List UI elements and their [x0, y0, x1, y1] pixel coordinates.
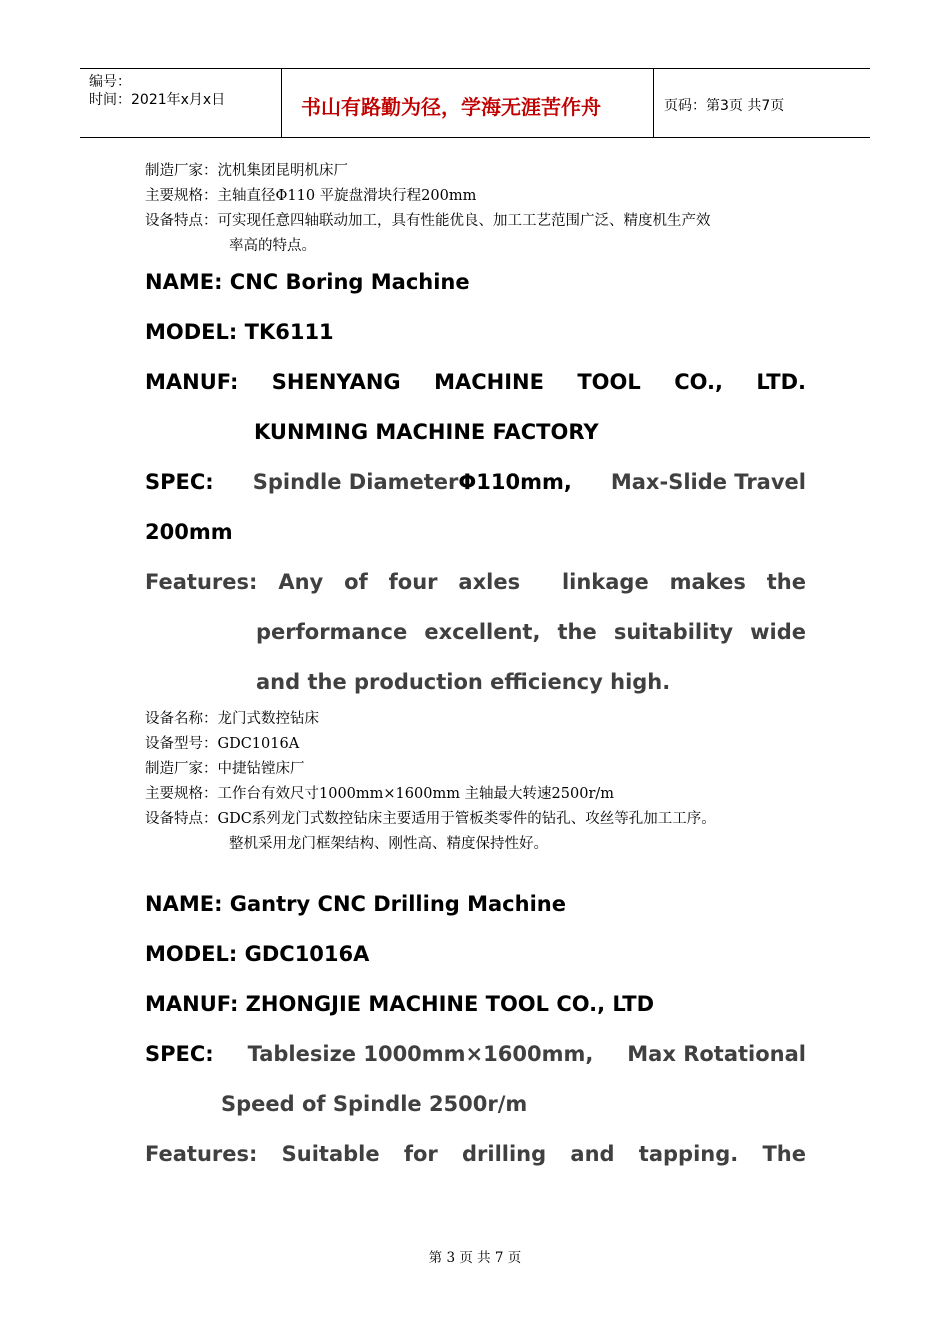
s1-en-name: NAME: CNC Boring Machine — [145, 270, 470, 294]
s1-en-manuf-word: TOOL — [577, 370, 641, 394]
header-page-number: 页码：第3页 共7页 — [664, 98, 785, 114]
s1-en-spec-line2: 200mm — [145, 520, 233, 544]
s1-en-spec-part2: Φ110mm, — [458, 470, 572, 494]
s1-en-features-line1: Features: Any of four axles linkage makes the — [145, 570, 806, 594]
s1-cn-features-line2: 率高的特点。 — [229, 238, 316, 254]
s2-cn-features-line1: 设备特点：GDC系列龙门式数控钻床主要适用于管板类零件的钻孔、攻丝等孔加工工序。 — [145, 811, 716, 827]
s1-en-features-line3: and the production efficiency high. — [256, 670, 671, 694]
s2-en-manufacturer: MANUF: ZHONGJIE MACHINE TOOL CO., LTD — [145, 992, 655, 1016]
header-motto-cell — [281, 69, 654, 137]
s2-en-spec-part1: Tablesize 1000mm×1600mm, — [247, 1042, 594, 1066]
s1-cn-spec: 主要规格：主轴直径Φ110 平旋盘滑块行程200mm — [145, 188, 477, 204]
s1-en-manuf-word: LTD. — [756, 370, 806, 394]
document-date-label: 时间：2021年x月x日 — [89, 92, 226, 108]
s2-cn-name: 设备名称：龙门式数控钻床 — [145, 711, 319, 727]
s2-en-spec-line2: Speed of Spindle 2500r/m — [221, 1092, 528, 1116]
s1-en-spec-part1: Spindle Diameter — [252, 470, 459, 494]
s1-en-model: MODEL: TK6111 — [145, 320, 334, 344]
s1-en-manufacturer — [145, 368, 806, 396]
s1-en-manuf-word: MACHINE — [434, 370, 544, 394]
s1-cn-manufacturer: 制造厂家：沈机集团昆明机床厂 — [145, 163, 348, 179]
header-motto: 书山有路勤为径，学海无涯苦作舟 — [301, 95, 601, 119]
s2-cn-spec: 主要规格：工作台有效尺寸1000mm×1600mm 主轴最大转速2500r/m — [145, 786, 615, 802]
s1-cn-features-line1: 设备特点：可实现任意四轴联动加工，具有性能优良、加工工艺范围广泛、精度机生产效 — [145, 213, 711, 229]
s2-en-spec-label: SPEC: — [145, 1042, 214, 1066]
s2-cn-features-line2: 整机采用龙门框架结构、刚性高、精度保持性好。 — [229, 836, 548, 852]
s2-en-spec — [145, 1040, 806, 1068]
s1-en-features-line2: performance excellent, the suitability wide — [256, 620, 806, 644]
header-info-cell — [80, 69, 282, 137]
s2-cn-model: 设备型号：GDC1016A — [145, 736, 300, 752]
s1-en-spec — [145, 468, 806, 496]
s1-en-spec-label: SPEC: — [145, 470, 214, 494]
document-number-label: 编号： — [89, 74, 131, 90]
s1-en-manuf-word: CO., — [674, 370, 723, 394]
page-footer: 第 3 页 共 7 页 — [428, 1250, 522, 1266]
header-page-cell — [654, 69, 870, 137]
s1-en-manuf-line2: KUNMING MACHINE FACTORY — [254, 420, 599, 444]
s2-en-spec-part2: Max Rotational — [627, 1042, 806, 1066]
s2-en-name: NAME: Gantry CNC Drilling Machine — [145, 892, 566, 916]
s2-en-features-line1: Features: Suitable for drilling and tapping. The — [145, 1142, 806, 1166]
document-header — [80, 68, 870, 138]
s2-en-model: MODEL: GDC1016A — [145, 942, 370, 966]
s1-en-manuf-label: MANUF: — [145, 370, 239, 394]
s1-en-spec-part3: Max-Slide Travel — [610, 470, 806, 494]
s1-en-manuf-word: SHENYANG — [271, 370, 401, 394]
s2-cn-manufacturer: 制造厂家：中捷钻镗床厂 — [145, 761, 305, 777]
